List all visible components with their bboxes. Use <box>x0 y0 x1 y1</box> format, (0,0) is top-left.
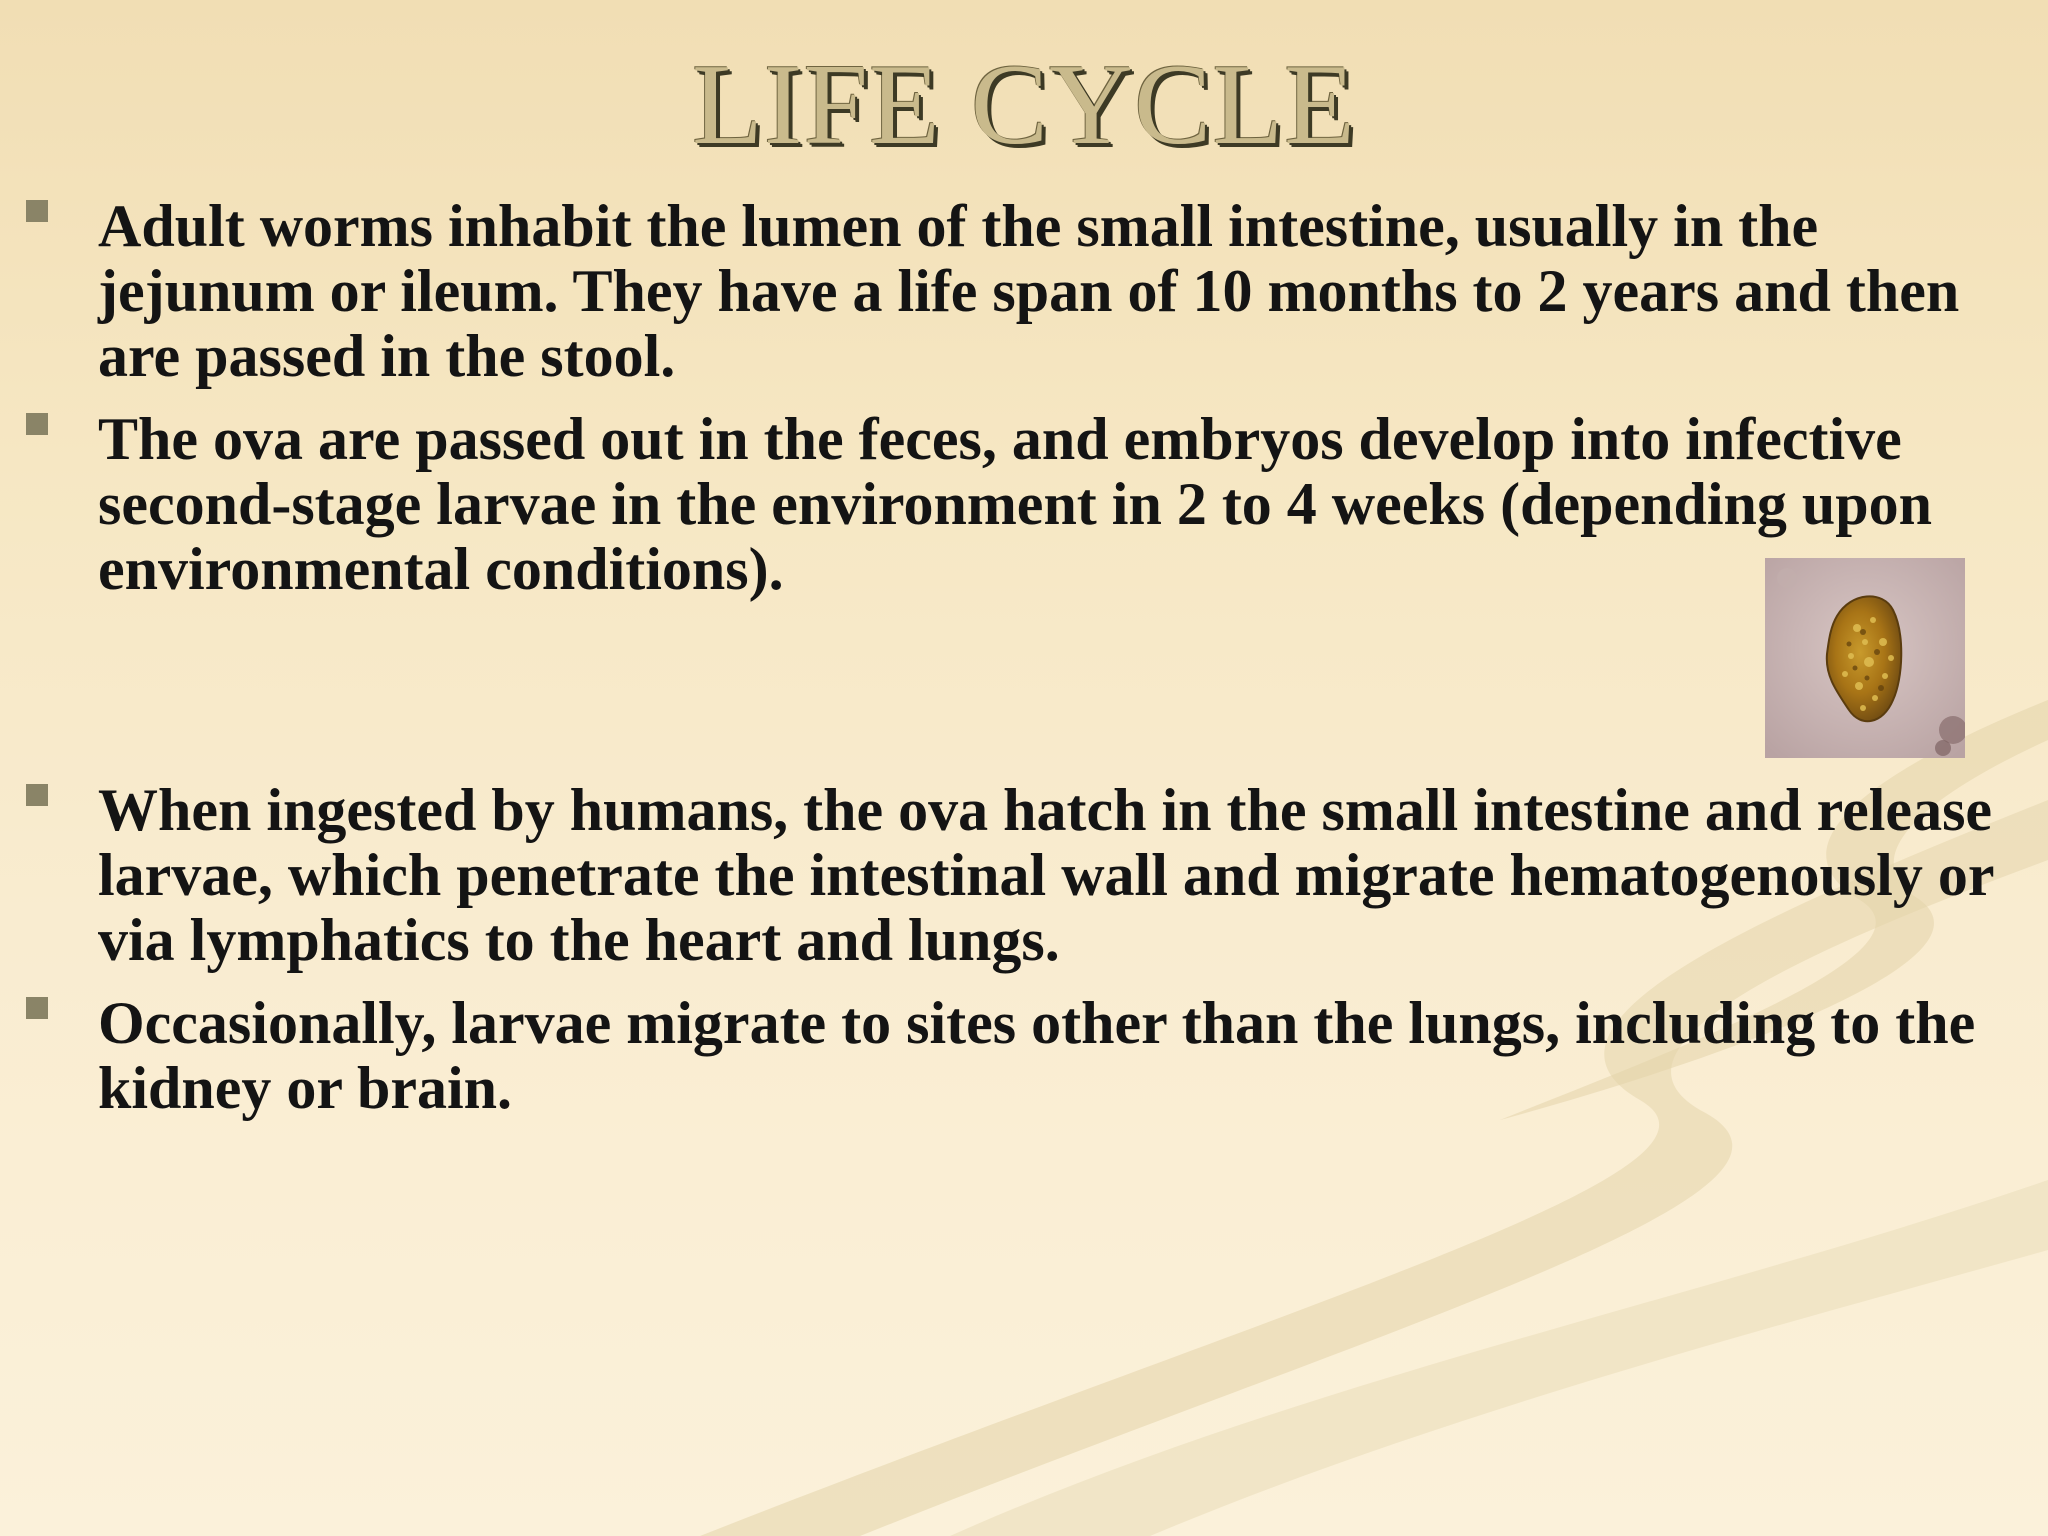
bullet-text: Adult worms inhabit the lumen of the small intestine, usually in the jejunum or ileum. They have a life span of 10 months to 2 years and then are passed in the stool. <box>98 193 1960 389</box>
bullet-item <box>26 194 2036 389</box>
bullet-list <box>26 194 2036 1121</box>
square-bullet-icon <box>26 413 48 435</box>
bullet-item <box>26 407 2036 602</box>
bullet-item <box>26 991 2036 1121</box>
bullet-text: When ingested by humans, the ova hatch in the small intestine and release larvae, which penetrate the intestinal wall and migrate hematogenously or via lymphatics to the heart and lungs. <box>98 777 1994 973</box>
bullet-item <box>26 778 2036 973</box>
micrograph-image <box>1765 558 1965 758</box>
square-bullet-icon <box>26 784 48 806</box>
square-bullet-icon <box>26 997 48 1019</box>
slide-title: LIFE CYCLE <box>691 41 1357 169</box>
square-bullet-icon <box>26 200 48 222</box>
bullet-text: Occasionally, larvae migrate to sites other than the lungs, including to the kidney or brain. <box>98 990 1976 1121</box>
bullet-text: The ova are passed out in the feces, and embryos develop into infective second-stage larvae in the environment in 2 to 4 weeks (depending upon environmental conditions). <box>98 406 1932 602</box>
